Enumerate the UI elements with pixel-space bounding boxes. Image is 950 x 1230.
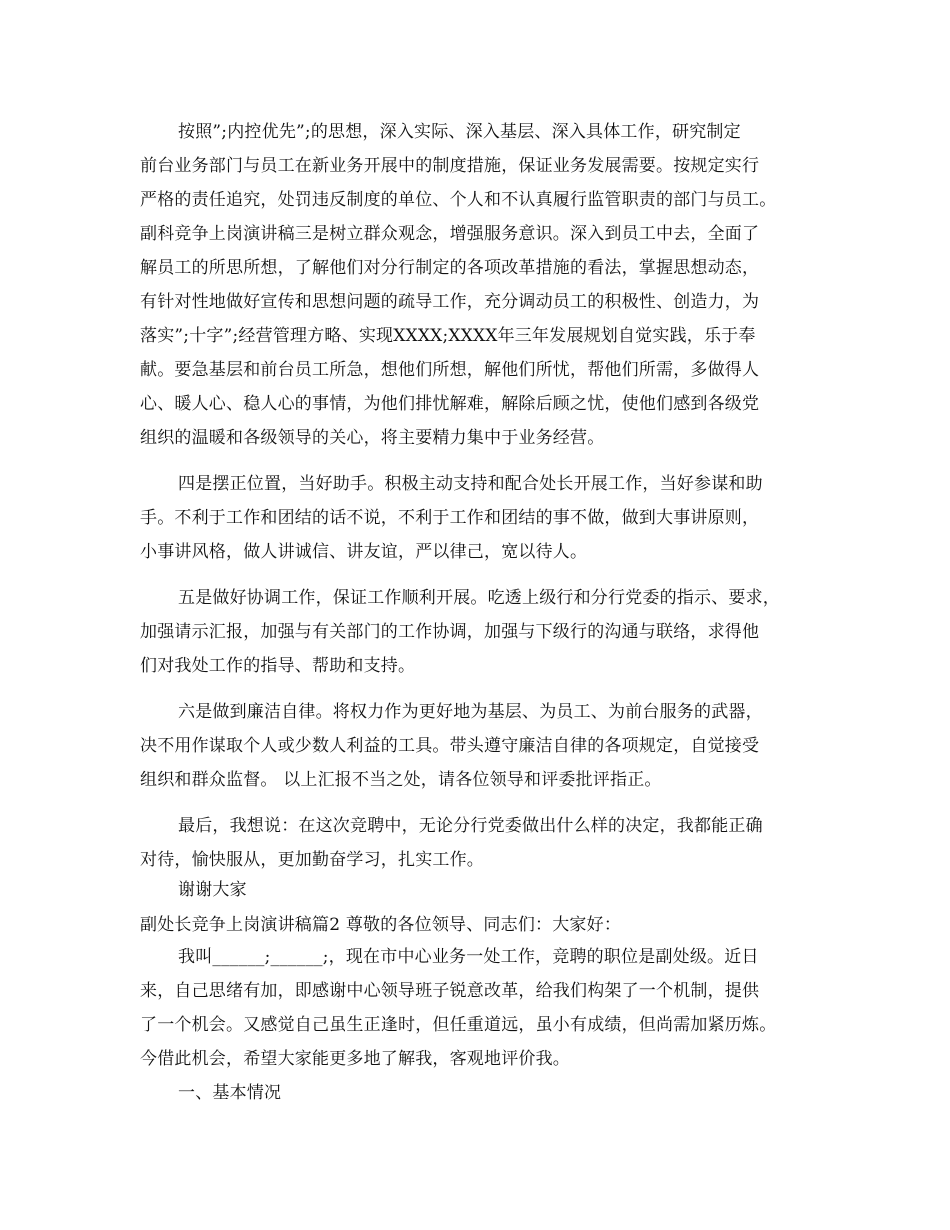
text-line: 有针对性地做好宣传和思想问题的疏导工作，充分调动员工的积极性、创造力，为 [140,292,760,312]
text-line: 来，自己思绪有加，即感谢中心领导班子锐意改革，给我们构架了一个机制，提供 [140,981,760,1001]
text-line: 六是做到廉洁自律。将权力作为更好地为基层、为员工、为前台服务的武器， [178,702,763,722]
text-line: 今借此机会，希望大家能更多地了解我，客观地评价我。 [140,1049,570,1069]
text-line: 副科竞争上岗演讲稿三是树立群众观念，增强服务意识。深入到员工中去，全面了 [140,224,760,244]
text-line: 前台业务部门与员工在新业务开展中的制度措施，保证业务发展需要。按规定实行 [140,156,760,176]
text-line: 对待，愉快服从，更加勤奋学习，扎实工作。 [140,850,484,870]
text-line: 加强请示汇报，加强与有关部门的工作协调，加强与下级行的沟通与联络，求得他 [140,622,760,642]
text-line: 组织的温暖和各级领导的关心，将主要精力集中于业务经营。 [140,428,605,448]
text-line: 献。要急基层和前台员工所急，想他们所想，解他们所忧，帮他们所需，多做得人 [140,360,760,380]
text-line: 我叫______;______;，现在市中心业务一处工作，竞聘的职位是副处级。近日 [178,947,759,967]
text-line: 按照”;内控优先”;的思想，深入实际、深入基层、深入具体工作，研究制定 [178,122,741,142]
text-line: 一、基本情况 [178,1083,282,1103]
text-line: 们对我处工作的指导、帮助和支持。 [140,656,416,676]
text-line: 四是摆正位置，当好助手。积极主动支持和配合处长开展工作，当好参谋和助 [178,474,763,494]
text-line: 组织和群众监督。 以上汇报不当之处，请各位领导和评委批评指正。 [140,770,662,790]
text-line: 手。不利于工作和团结的话不说，不利于工作和团结的事不做，做到大事讲原则， [140,508,760,528]
text-line: 五是做好协调工作，保证工作顺利开展。吃透上级行和分行党委的指示、要求， [178,588,780,608]
text-line: 小事讲风格，做人讲诚信、讲友谊，严以律己，宽以待人。 [140,542,588,562]
text-line: 落实”;十字”;经营管理方略、实现XXXX;XXXX年三年发展规划自觉实践，乐于奉 [140,326,756,346]
text-line: 心、暖人心、稳人心的事情，为他们排忧解难，解除后顾之忧，使他们感到各级党 [140,394,760,414]
text-line: 副处长竞争上岗演讲稿篇2 尊敬的各位领导、同志们：大家好： [140,915,622,935]
text-line: 谢谢大家 [178,880,247,900]
text-line: 解员工的所思所想，了解他们对分行制定的各项改革措施的看法，掌握思想动态， [140,258,760,278]
text-line: 最后，我想说：在这次竞聘中，无论分行党委做出什么样的决定，我都能正确 [178,816,763,836]
text-line: 决不用作谋取个人或少数人利益的工具。带头遵守廉洁自律的各项规定，自觉接受 [140,736,760,756]
text-line: 了一个机会。又感觉自己虽生正逢时，但任重道远，虽小有成绩，但尚需加紧历炼。 [140,1015,777,1035]
text-line: 严格的责任追究，处罚违反制度的单位、个人和不认真履行监管职责的部门与员工。 [140,190,777,210]
